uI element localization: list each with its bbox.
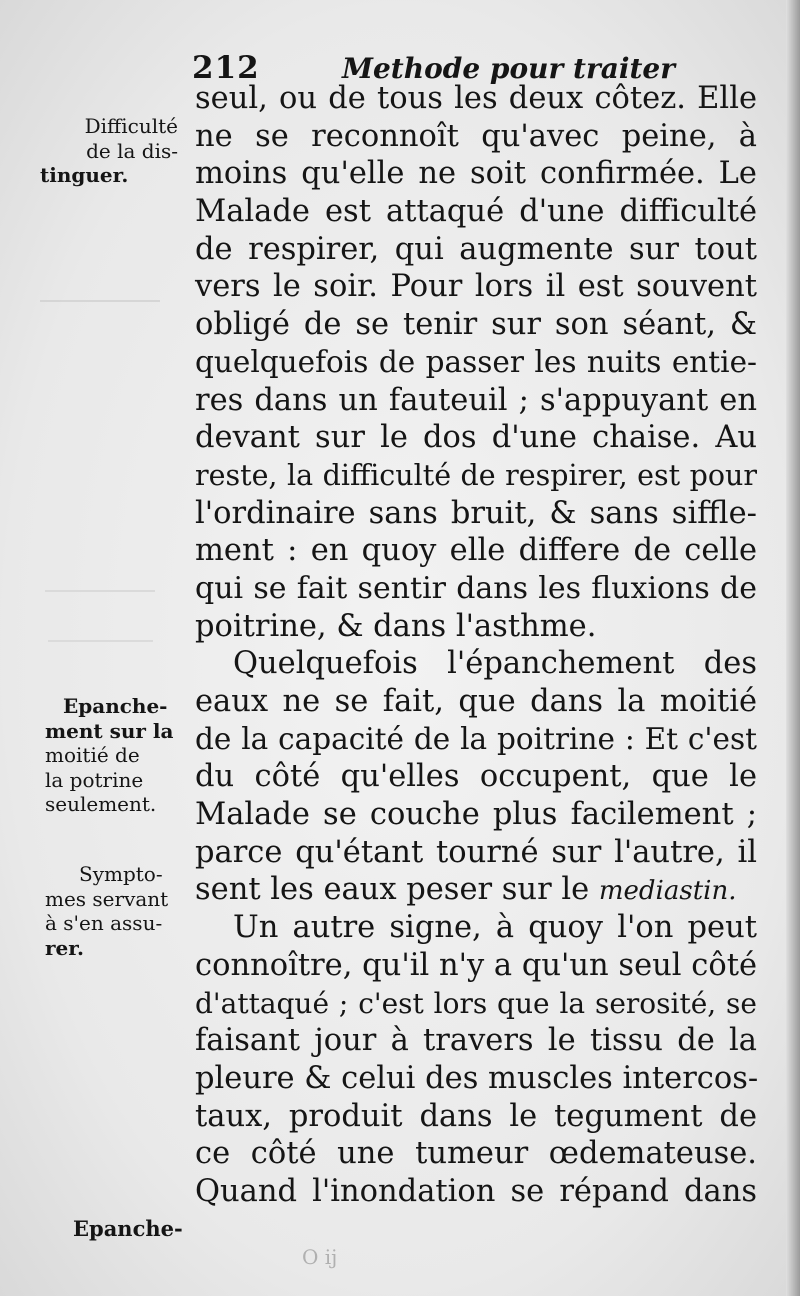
text-line: Quelquefois l'épanchement des [233, 646, 757, 682]
text-line: du côté qu'elles occupent, que le [195, 759, 757, 795]
text-line: ment : en quoy elle differe de celle [195, 533, 757, 569]
text-line: eaux ne se fait, que dans la moitié [195, 684, 757, 719]
text-line: poitrine, & dans l'asthme. [195, 608, 597, 644]
text-line: Malade est attaqué d'une difficulté [195, 194, 757, 230]
margin-note-line: moitié de [45, 743, 140, 767]
text-line: res dans un fauteuil ; s'appuyant en [195, 382, 757, 418]
text-line: de la capacité de la poitrine : Et c'est [195, 721, 757, 756]
text-line: d'attaqué ; c'est lors que la serosité, se [195, 986, 757, 1020]
margin-note-line: mes servant [45, 886, 169, 911]
margin-note-symptoms [45, 862, 185, 960]
text-line [195, 871, 757, 909]
margin-note-line: à s'en assu- [45, 911, 163, 935]
text-line: pleure & celui des muscles intercos- [195, 1060, 759, 1096]
text-line-start: sent les eaux peser sur le [195, 872, 590, 908]
margin-note-effusion-half [45, 694, 185, 817]
page-edge-shadow [786, 0, 800, 1296]
show-through-mark [40, 300, 160, 302]
italic-term: mediastin. [598, 876, 737, 907]
text-line: de respirer, qui augmente sur tout [195, 231, 757, 267]
page-number: 212 [192, 50, 260, 86]
catchword: Epanche- [73, 1216, 183, 1241]
text-line: l'ordinaire sans bruit, & sans siffle- [195, 495, 757, 531]
margin-note-line: de la dis- [86, 138, 178, 163]
text-line: Quand l'inondation se répand dans [195, 1173, 757, 1209]
text-line: Malade se couche plus facilement ; [195, 797, 757, 833]
text-line: obligé de se tenir sur son séant, & [195, 307, 757, 343]
text-line: seul, ou de tous les deux côtez. Elle [195, 81, 757, 116]
margin-note-line: Epanche- [63, 694, 168, 718]
text-line: ne se reconnoît qu'avec peine, à [195, 118, 757, 154]
text-line: parce qu'étant tourné sur l'autre, il [195, 834, 757, 870]
margin-note-line: seulement. [45, 792, 157, 816]
margin-note-line: la potrine [45, 767, 144, 792]
text-line: moins qu'elle ne soit confirmée. Le [195, 156, 757, 192]
margin-note-difficulty [40, 114, 178, 188]
text-line: devant sur le dos d'une chaise. Au [195, 420, 757, 456]
text-line: vers le soir. Pour lors il est souvent [195, 269, 757, 305]
margin-note-line: rer. [45, 935, 84, 960]
margin-note-line: Sympto- [79, 862, 163, 886]
text-line: connoître, qu'il n'y a qu'un seul côté [195, 947, 757, 983]
body-text [195, 80, 757, 1211]
text-line: ce côté une tumeur œdemateuse. [195, 1136, 757, 1172]
text-line: reste, la difficulté de respirer, est pour [195, 458, 757, 492]
text-line: qui se fait sentir dans les fluxions de [195, 570, 757, 606]
margin-note-line: ment sur la [45, 718, 174, 743]
text-line: quelquefois de passer les nuits entie- [195, 344, 757, 379]
signature-mark: O ij [302, 1245, 338, 1269]
running-title: Methode pour traiter [342, 52, 675, 85]
show-through-mark [45, 590, 155, 592]
text-line: taux, produit dans le tegument de [195, 1098, 757, 1134]
text-line: faisant jour à travers le tissu de la [195, 1023, 757, 1059]
margin-note-line: Difficulté [84, 114, 178, 138]
show-through-mark [48, 640, 153, 642]
margin-note-line: tinguer. [40, 163, 129, 187]
text-line: Un autre signe, à quoy l'on peut [233, 910, 757, 946]
